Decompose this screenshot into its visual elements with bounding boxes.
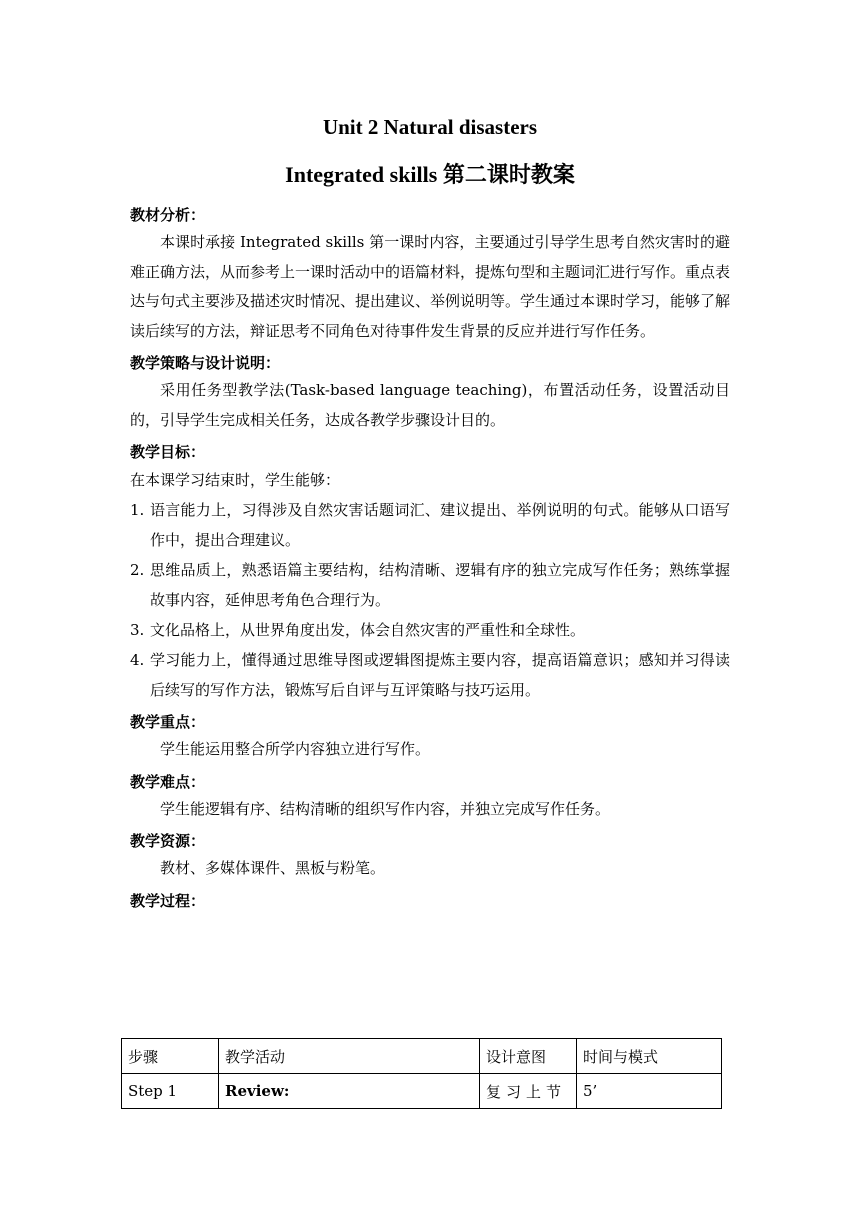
goal-text: 思维品质上，熟悉语篇主要结构，结构清晰、逻辑有序的独立完成写作任务；熟练掌握故事内容，延伸思考角色合理行为。 — [150, 561, 730, 609]
table-cell: Review: — [219, 1074, 480, 1109]
difficulties-text: 学生能逻辑有序、结构清晰的组织写作内容，并独立完成写作任务。 — [160, 799, 611, 818]
goal-item — [130, 615, 730, 645]
table-header-cell: 时间与模式 — [577, 1039, 722, 1074]
goals-intro: 在本课学习结束时，学生能够： — [130, 471, 341, 489]
goal-number: 3. — [130, 621, 145, 639]
strategy-text: 采用任务型教学法(Task-based language teaching)，布置活动任务，设置活动目的，引导学生完成相关任务，达成各教学步骤设计目的。 — [130, 381, 730, 429]
table-cell: 复习上节 — [480, 1074, 577, 1109]
analysis-heading: 教材分析： — [130, 206, 206, 224]
key-points-heading: 教学重点： — [130, 713, 206, 731]
document-body — [130, 198, 730, 914]
goal-number: 4. — [130, 651, 145, 669]
table-row — [122, 1074, 722, 1109]
key-points-text: 学生能运用整合所学内容独立进行写作。 — [160, 740, 431, 758]
goal-item — [130, 495, 730, 555]
goal-text: 学习能力上，懂得通过思维导图或逻辑图提炼主要内容，提高语篇意识；感知并习得读后续写的写作方法，锻炼写后自评与互评策略与技巧运用。 — [150, 651, 730, 699]
process-heading: 教学过程： — [130, 891, 206, 910]
resources-heading: 教学资源： — [130, 832, 206, 850]
document-subtitle: Integrated skills 第二课时教案 — [285, 162, 575, 187]
table-cell: Step 1 — [122, 1074, 219, 1109]
goals-list — [130, 495, 730, 705]
goal-text: 文化品格上，从世界角度出发，体会自然灾害的严重性和全球性。 — [150, 621, 586, 639]
strategy-heading: 教学策略与设计说明： — [130, 354, 281, 372]
table-header-row — [122, 1039, 722, 1074]
goal-number: 2. — [130, 561, 145, 579]
goal-item — [130, 555, 730, 615]
resources-text: 教材、多媒体课件、黑板与粉笔。 — [160, 859, 386, 877]
table-header-cell: 步骤 — [122, 1039, 219, 1074]
goal-text: 语言能力上，习得涉及自然灾害话题词汇、建议提出、举例说明的句式。能够从口语写作中，提出合理建议。 — [150, 501, 730, 549]
table-header-cell: 教学活动 — [219, 1039, 480, 1074]
document-title: Unit 2 Natural disasters — [322, 115, 538, 139]
process-table — [121, 1038, 722, 1109]
table-header-cell: 设计意图 — [480, 1039, 577, 1074]
goals-heading: 教学目标： — [130, 443, 206, 461]
goal-number: 1. — [130, 501, 145, 519]
goal-item — [130, 645, 730, 705]
analysis-text: 本课时承接 Integrated skills 第一课时内容，主要通过引导学生思考自然灾害时的避难正确方法，从而参考上一课时活动中的语篇材料，提炼句型和主题词汇进行写作。重点表达与句式主要涉及描述灾时情况、提出建议、举例说明等。学生通过本课时学习，能够了解读后续写的方法，辩证思考不同角色对待事件发生背景的反应并进行写作任务。 — [130, 233, 731, 340]
table-cell: 5’ — [577, 1074, 722, 1109]
difficulties-heading: 教学难点： — [130, 772, 206, 791]
